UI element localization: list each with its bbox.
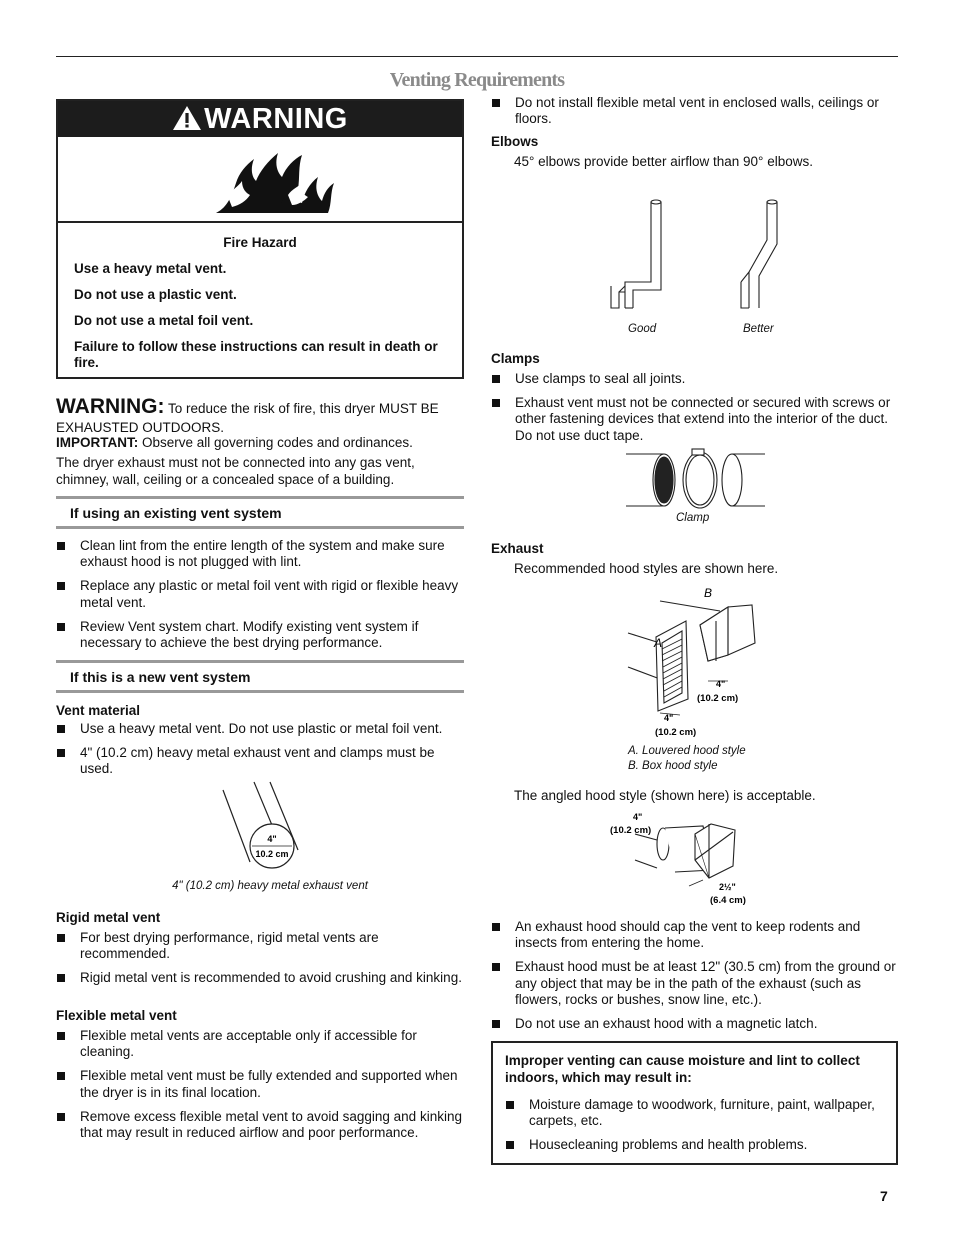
list-item: Flexible metal vent must be fully extended and supported when the dryer is in its final location. — [56, 1068, 464, 1100]
warning-banner — [58, 101, 462, 137]
list-item: Flexible metal vents are acceptable only if accessible for cleaning. — [56, 1028, 464, 1060]
exhaust-text: Recommended hood styles are shown here. — [514, 561, 779, 576]
list-item: Rigid metal vent is recommended to avoid crushing and kinking. — [56, 970, 464, 986]
warning-line: Do not use a plastic vent. — [74, 286, 237, 302]
fire-hazard-label: Fire Hazard — [223, 235, 297, 250]
hood-diagram — [620, 585, 780, 740]
warning-triangle-icon — [172, 105, 202, 131]
list-item: Exhaust vent must not be connected or secured with screws or other fastening devices that extend into the interior of the duct. Do not use duct tape. — [491, 395, 899, 444]
better-label: Better — [743, 323, 774, 335]
warning-line: Failure to follow these instructions can result in death or fire. — [74, 338, 438, 371]
page-title: Venting Requirements — [389, 69, 565, 91]
angled-dim-in: 4" — [633, 812, 643, 822]
list-item: Clean lint from the entire length of the system and make sure exhaust hood is not plugged with lint. — [56, 538, 464, 570]
list-item: Remove excess flexible metal vent to avoid sagging and kinking that may result in reduced airflow and poor performance. — [56, 1109, 464, 1141]
vent-diagram — [210, 780, 320, 872]
angled-text: The angled hood style (shown here) is acceptable. — [514, 788, 816, 803]
elbows-diagram — [595, 196, 795, 318]
section-heading-existing: If using an existing vent system — [56, 496, 464, 529]
dim-cm-b: (10.2 cm) — [697, 693, 739, 704]
exhaust-heading: Exhaust — [491, 541, 544, 556]
list-item: 4" (10.2 cm) heavy metal exhaust vent and clamps must be used. — [56, 745, 464, 777]
warning-line: Do not use a metal foil vent. — [74, 312, 254, 328]
list-item: Replace any plastic or metal foil vent with rigid or flexible heavy metal vent. — [56, 578, 464, 610]
list-item: Use a heavy metal vent. Do not use plastic or metal foil vent. — [56, 721, 464, 737]
vent-material-list — [56, 721, 464, 786]
elbows-text: 45° elbows provide better airflow than 90° elbows. — [514, 154, 813, 169]
flexible-list — [56, 1028, 464, 1149]
vent-dim-cm: 10.2 cm — [255, 849, 289, 859]
angled-dim-cm: (10.2 cm) — [610, 825, 652, 836]
list-item: Housecleaning problems and health problems. — [505, 1137, 884, 1153]
important-paragraph — [56, 435, 464, 452]
hood-caption-a: A. Louvered hood style — [628, 745, 746, 757]
vent-material-heading: Vent material — [56, 703, 141, 718]
warning-text — [74, 235, 446, 381]
warning-label: WARNING: — [56, 395, 165, 418]
page-number: 7 — [880, 1188, 888, 1204]
rigid-heading: Rigid metal vent — [56, 910, 161, 925]
exhaust-list — [491, 919, 899, 1040]
note-list — [505, 1097, 884, 1154]
angled-hood-diagram — [605, 808, 765, 908]
hood-caption-b: B. Box hood style — [628, 760, 718, 772]
note-heading: Improper venting can cause moisture and lint to collect indoors, which may result in: — [505, 1053, 860, 1085]
list-item: Use clamps to seal all joints. — [491, 371, 899, 387]
rigid-list — [56, 930, 464, 995]
list-item: Do not install flexible metal vent in enclosed walls, ceilings or floors. — [491, 95, 899, 127]
fire-panel — [58, 137, 462, 223]
warning-line: Use a heavy metal vent. — [74, 260, 227, 276]
important-label: IMPORTANT: — [56, 435, 139, 450]
top-right-list — [491, 95, 899, 135]
good-label: Good — [628, 323, 657, 335]
vent-dim-in: 4" — [267, 834, 277, 844]
dim-cm-a: (10.2 cm) — [655, 727, 697, 738]
exhaust-paragraph: The dryer exhaust must not be connected into any gas vent, chimney, wall, ceiling or a concealed space of a building. — [56, 455, 415, 487]
list-item: An exhaust hood should cap the vent to keep rodents and insects from entering the home. — [491, 919, 899, 951]
fire-icon — [56, 137, 464, 223]
clamp-caption: Clamp — [676, 512, 710, 524]
angled-dim-cm2: (6.4 cm) — [710, 895, 746, 906]
list-item: For best drying performance, rigid metal vents are recommended. — [56, 930, 464, 962]
dim-in-a: 4" — [664, 713, 674, 723]
elbows-heading: Elbows — [491, 134, 539, 149]
warning-banner-label: WARNING — [204, 103, 348, 135]
warning-paragraph — [56, 394, 464, 437]
list-item: Moisture damage to woodwork, furniture, paint, wallpaper, carpets, etc. — [505, 1097, 884, 1129]
section-heading-new: If this is a new vent system — [56, 660, 464, 693]
dim-in-b: 4" — [716, 679, 726, 689]
important-text: Observe all governing codes and ordinances. — [142, 435, 413, 450]
clamps-heading: Clamps — [491, 351, 540, 366]
label-b: B — [704, 586, 713, 600]
list-item: Do not use an exhaust hood with a magnetic latch. — [491, 1016, 899, 1032]
clamp-diagram — [620, 445, 770, 511]
warning-text-inline: To reduce the risk of fire, this dryer MUST BE EXHAUSTED OUTDOORS. — [56, 401, 439, 436]
list-item: Exhaust hood must be at least 12" (30.5 cm) from the ground or any object that may be in the path of the exhaust (such as flowers, rocks or bushes, snow line, etc.). — [491, 959, 899, 1008]
vent-caption: 4" (10.2 cm) heavy metal exhaust vent — [172, 880, 368, 892]
improper-venting-box — [491, 1041, 898, 1165]
angled-dim-in2: 2½" — [719, 882, 736, 892]
warning-box — [56, 99, 464, 379]
list-item: Review Vent system chart. Modify existing vent system if necessary to achieve the best drying performance. — [56, 619, 464, 651]
flexible-heading: Flexible metal vent — [56, 1008, 177, 1023]
label-a: A — [654, 636, 663, 650]
clamps-list — [491, 371, 899, 452]
existing-list — [56, 538, 464, 659]
top-rule — [56, 56, 898, 57]
